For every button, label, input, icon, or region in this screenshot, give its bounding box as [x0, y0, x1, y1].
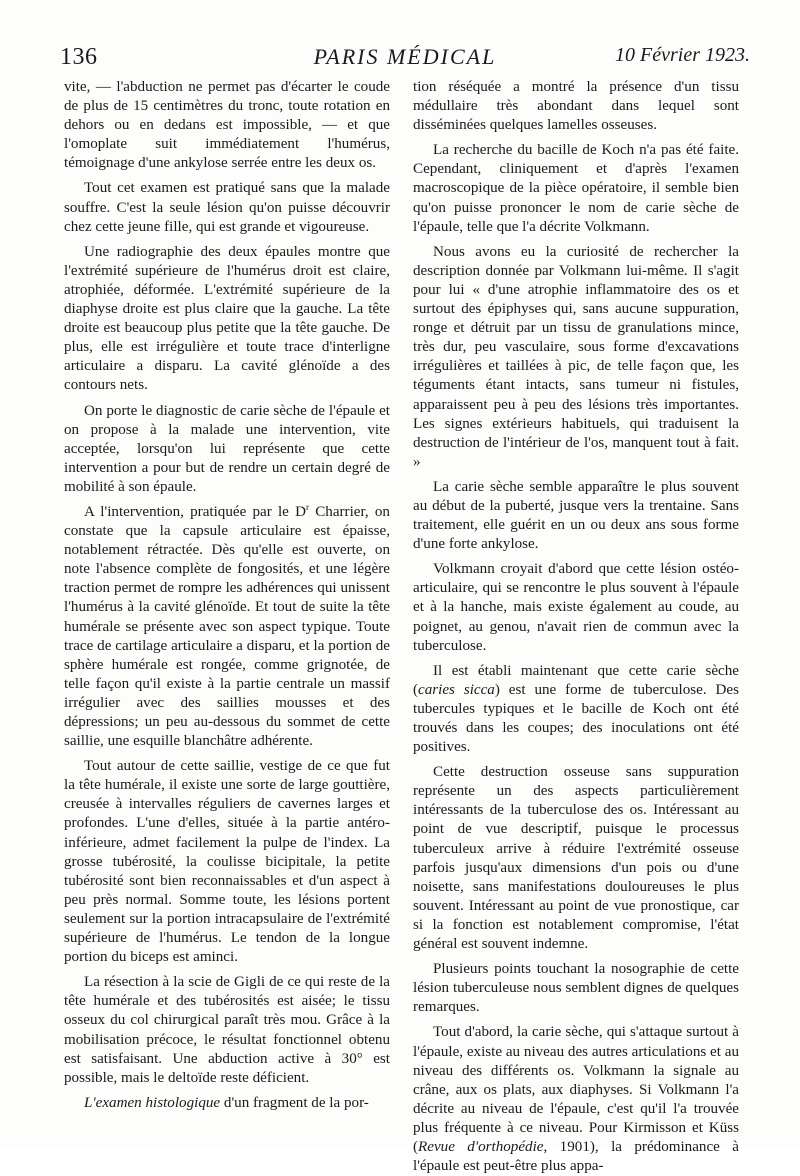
paragraph: On porte le diagnostic de carie sèche de l'épaule et on propose à la malade une intervention, vite acceptée, lorsqu'on lui représente que cette intervention a pour but de rendre un certain degré de mobilité à son épaule.	[64, 402, 390, 495]
paragraph: La carie sèche semble apparaître le plus souvent au début de la puberté, jusque vers la trentaine. Sans traitement, elle guérit en un ou deux ans sous forme d'une forte ankylose.	[413, 478, 739, 553]
page-number: 136	[60, 44, 98, 70]
right-column	[413, 78, 739, 1176]
italic-run: Revue d'orthopédie	[418, 1138, 544, 1155]
left-column	[64, 78, 390, 1113]
italic-run: L'examen histologique	[84, 1094, 221, 1111]
text-run: Il est établi maintenant que cette carie sèche (	[413, 662, 739, 698]
paragraph: Une radiographie des deux épaules montre que l'extrémité supérieure de l'humérus droit est claire, atrophiée, déformée. L'extrémité supérieure de la diaphyse droite est plus claire que la gauche. La tête droite est beaucoup plus petite que la tête gauche. De plus, elle est irrégulière et toute trace d'interligne articulaire a disparu. La cavité glénoïde a des contours nets.	[64, 243, 390, 394]
paragraph	[413, 1023, 739, 1176]
paragraph: Volkmann croyait d'abord que cette lésion ostéo-articulaire, qui se rencontre le plus souvent à l'épaule et à la hanche, mais existe également au coude, au poignet, au genou, n'avait rien de commun avec la tuberculose.	[413, 561, 739, 654]
paragraph: Tout autour de cette saillie, vestige de ce que fut la tête humérale, il existe une sorte de large gouttière, creusée à intervalles réguliers de cavernes larges et profondes. L'une d'elles, située à la partie antéro-inférieure, admet facilement la pulpe de l'index. La grosse tubérosité, la coulisse bicipitale, la petite tubérosité sont bien reconnaissables et d'un aspect à peu près normal. Somme toute, les lésions portent seulement sur la portion intracapsulaire de l'extrémité supérieure de l'humérus. Le tendon de la longue portion du biceps est aminci.	[64, 758, 390, 966]
paragraph	[64, 503, 390, 751]
text-run: Charrier, on constate que la capsule articulaire est épaisse, notablement rétractée. Dès qu'elle est ouverte, on note l'absence complète de fongosités, et une légère traction permet de rompre les adhérences qui unissent l'humérus à la cavité glénoïde. Et tout de suite la tête humérale se présente avec son aspect typique. Toute trace de cartilage articulaire a disparu, et la portion de sphère humérale est rongée, comme grignotée, de telle façon qu'il existe à la partie centrale un massif irrégulier avec des saillies mousses et des dépressions; un peu au-dessous du sommet de cette saillie, une esquille blanchâtre adhérente.	[64, 503, 390, 750]
running-header	[60, 44, 750, 74]
paragraph: tion réséquée a montré la présence d'un tissu médullaire très abondant dans lequel sont disséminées quelques lamelles osseuses.	[413, 79, 739, 134]
text-run: ) est une forme de tuberculose. Des tubercules typiques et le bacille de Koch ont été trouvés dans les coupes; des inoculations ont été positives.	[413, 681, 739, 756]
paragraph: Nous avons eu la curiosité de rechercher la description donnée par Volkmann lui-même. Il s'agit pour lui « d'une atrophie inflammatoire des os et surtout des épiphyses qui, sans aucune suppuration, ronge et détruit par un tissu de granulations mince, très dur, peu vasculaire, sous forme d'excavations irrégulières et taillées à pic, de telle façon que, les téguments étant intacts, sans tumeur ni fistules, apparaissent peu à peu des lésions très importantes. Les signes extérieurs habituels, qui traduisent la destruction de l'intérieur de l'os, manquent tout à fait. »	[413, 243, 739, 470]
paragraph: Tout cet examen est pratiqué sans que la malade souffre. C'est la seule lésion qu'on puisse découvrir chez cette jeune fille, qui est grande et vigoureuse.	[64, 180, 390, 235]
paragraph: Plusieurs points touchant la nosographie de cette lésion tuberculeuse nous semblent dignes de quelques remarques.	[413, 961, 739, 1016]
paragraph: La recherche du bacille de Koch n'a pas été faite. Cependant, cliniquement et d'après l'examen macroscopique de la pièce opératoire, il semble bien qu'on puisse prononcer le nom de carie sèche de l'épaule, telle que l'a décrite Volkmann.	[413, 142, 739, 235]
issue-date: 10 Février 1923.	[615, 44, 750, 66]
paragraph	[413, 662, 739, 757]
paragraph	[64, 1094, 390, 1113]
text-run: Tout d'abord, la carie sèche, qui s'attaque surtout à l'épaule, existe au niveau des autres articulations et au niveau des différents os. Volkmann la signale au crâne, aux os plats, aux diaphyses. Si Volkmann l'a décrite au niveau de l'épaule, c'est qu'il l'a trouvée plus fréquente à ce niveau. Pour Kirmisson et Küss (	[413, 1024, 739, 1155]
italic-run: caries sicca	[418, 681, 495, 698]
paragraph: vite, — l'abduction ne permet pas d'écarter le coude de plus de 15 centimètres du tronc, toute rotation en dehors ou en dedans est impossible, — et que l'omoplate suit immédiatement l'humérus, témoignage d'une ankylose serrée entre les deux os.	[64, 79, 390, 172]
superscript: r	[306, 501, 309, 512]
text-run: , 1901), la prédominance à l'épaule est peut-être plus appa-	[413, 1138, 739, 1175]
paragraph: Cette destruction osseuse sans suppuration représente un des aspects particulièrement intéressants de la tuberculose des os. Intéressant au point de vue descriptif, puisque le processus tuberculeux arrive à réduire l'extrémité osseuse parfois jusqu'aux dimensions d'un pois ou d'une noisette, sans manifestations douloureuses le plus souvent. Intéressant au point de vue pronostique, car si la fonction est notablement compromise, l'état général est souvent indemne.	[413, 764, 739, 953]
paragraph: La résection à la scie de Gigli de ce qui reste de la tête humérale et des tubérosités est aisée; le tissu osseux du col chirurgical paraît très mou. Grâce à la mobilisation précoce, le résultat fonctionnel obtenu est satisfaisant. Une abduction active à 30° est possible, mais le deltoïde reste déficient.	[64, 974, 390, 1086]
journal-title: PARIS MÉDICAL	[313, 44, 497, 69]
text-run: d'un fragment de la por-	[220, 1094, 369, 1111]
text-run: A l'intervention, pratiquée par le D	[84, 503, 306, 520]
